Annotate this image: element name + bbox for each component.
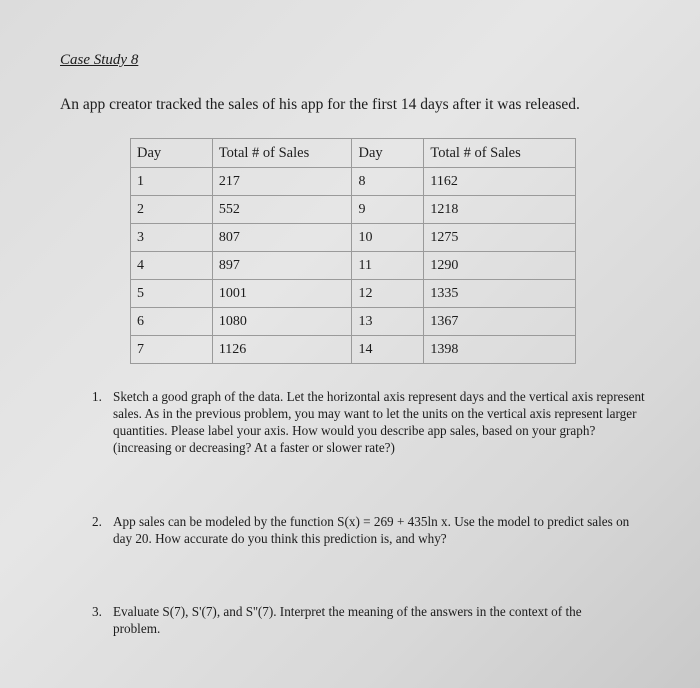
- table-cell: 807: [212, 224, 352, 252]
- table-cell: 1290: [424, 252, 576, 280]
- question-text: Sketch a good graph of the data. Let the horizontal axis represent days and the vertical axis represent sales. As in the previous problem, you may want to let the units on the vertical axis represent larger quantities. Please label your axis. How would you describe app sales, based on your graph? (increasing or decreasing? At a faster or slower rate?): [113, 389, 645, 455]
- table-cell: 8: [352, 168, 424, 196]
- table-cell: 12: [352, 280, 424, 308]
- table-cell: 1162: [424, 168, 576, 196]
- table-cell: 3: [131, 224, 213, 252]
- table-cell: 1367: [424, 308, 576, 336]
- table-cell: 6: [131, 308, 213, 336]
- question-number: 2.: [92, 514, 102, 529]
- table-row: [131, 224, 576, 252]
- table-row: [131, 168, 576, 196]
- intro-text: An app creator tracked the sales of his app for the first 14 days after it was released.: [60, 96, 580, 113]
- question-text: Evaluate S(7), S'(7), and S''(7). Interpret the meaning of the answers in the context of the problem.: [113, 604, 582, 636]
- question-number: 1.: [92, 389, 102, 404]
- table-cell: 1126: [212, 336, 352, 364]
- header-sales-2: Total # of Sales: [424, 139, 576, 168]
- table-row: [131, 336, 576, 364]
- table-row: [131, 308, 576, 336]
- header-day-2: Day: [352, 139, 424, 168]
- question-1: [92, 388, 652, 456]
- table-cell: 2: [131, 196, 213, 224]
- table-cell: 1218: [424, 196, 576, 224]
- table-cell: 9: [352, 196, 424, 224]
- table-cell: 14: [352, 336, 424, 364]
- header-sales-1: Total # of Sales: [212, 139, 352, 168]
- case-study-heading: Case Study 8: [60, 52, 139, 68]
- sales-table: [130, 138, 576, 364]
- question-text: App sales can be modeled by the function S(x) = 269 + 435ln x. Use the model to predict sales on day 20. How accurate do you think this prediction is, and why?: [113, 514, 630, 546]
- table-cell: 552: [212, 196, 352, 224]
- table-cell: 217: [212, 168, 352, 196]
- table-cell: 1: [131, 168, 213, 196]
- table-cell: 1398: [424, 336, 576, 364]
- question-3: [92, 603, 632, 637]
- table-cell: 11: [352, 252, 424, 280]
- table-cell: 1001: [212, 280, 352, 308]
- table-header-row: [131, 139, 576, 168]
- table-cell: 897: [212, 252, 352, 280]
- table-cell: 13: [352, 308, 424, 336]
- table-cell: 1275: [424, 224, 576, 252]
- table-cell: 10: [352, 224, 424, 252]
- table-row: [131, 252, 576, 280]
- question-number: 3.: [92, 604, 102, 619]
- table-row: [131, 280, 576, 308]
- table-cell: 4: [131, 252, 213, 280]
- header-day-1: Day: [131, 139, 213, 168]
- table-cell: 7: [131, 336, 213, 364]
- table-cell: 1335: [424, 280, 576, 308]
- question-2: [92, 513, 632, 547]
- table-cell: 1080: [212, 308, 352, 336]
- table-row: [131, 196, 576, 224]
- table-cell: 5: [131, 280, 213, 308]
